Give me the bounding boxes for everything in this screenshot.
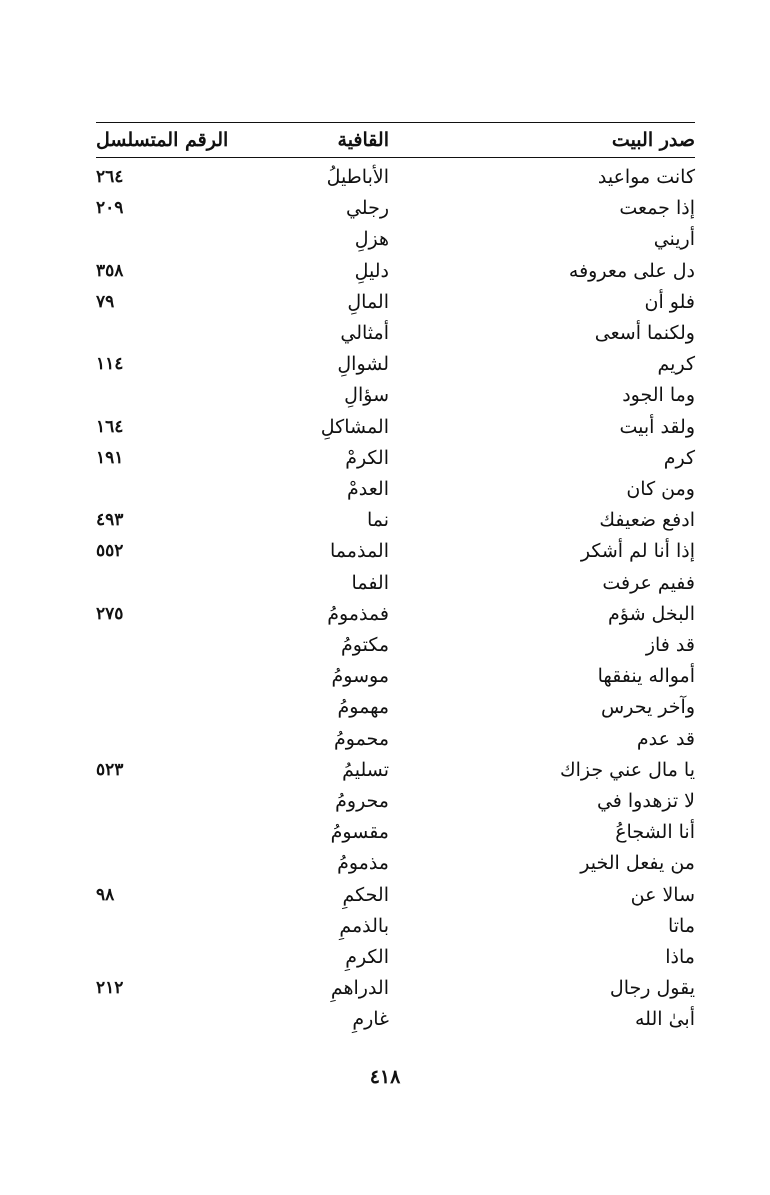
- row-qafiya: لشوالِ: [337, 353, 389, 376]
- row-sadr: كرم: [663, 446, 695, 469]
- row-sadr: كانت مواعيد: [597, 166, 695, 188]
- table-row: [96, 380, 695, 411]
- row-sadr: أبىٰ الله: [635, 1008, 695, 1031]
- row-sadr: فلو أن: [644, 290, 695, 313]
- page-number: ٤١٨: [369, 1066, 401, 1088]
- row-qafiya: مذمومُ: [337, 852, 389, 875]
- table-row: [96, 911, 695, 942]
- row-sadr: كريم: [657, 353, 695, 376]
- row-number: ١١٤: [96, 354, 124, 375]
- table-row: [96, 692, 695, 723]
- row-number: ٢١٢: [96, 978, 124, 999]
- table-row: [96, 661, 695, 692]
- table-row: [96, 786, 695, 817]
- row-sadr: يا مال عني جزاك: [559, 758, 695, 781]
- header-underline: [96, 157, 695, 158]
- row-qafiya: الفما: [351, 571, 389, 594]
- table-row: [96, 412, 695, 443]
- table-row: [96, 287, 695, 318]
- row-sadr: قد عدم: [636, 727, 695, 750]
- table-row: [96, 973, 695, 1004]
- row-sadr: دل على معروفه: [568, 259, 695, 282]
- table-row: [96, 630, 695, 661]
- row-qafiya: مكتومُ: [341, 634, 389, 656]
- table-row: [96, 162, 695, 193]
- row-number: ٢٦٤: [96, 167, 124, 187]
- row-number: ٥٢٣: [96, 759, 124, 780]
- row-qafiya: رجلي: [345, 197, 389, 220]
- row-qafiya: الحكمِ: [342, 883, 389, 906]
- row-sadr: أنا الشجاعُ: [615, 821, 695, 844]
- row-qafiya: الكرمْ: [345, 446, 389, 469]
- row-qafiya: المذمما: [330, 540, 389, 563]
- row-number: ٧٩: [96, 291, 115, 312]
- table-row: [96, 724, 695, 755]
- row-qafiya: محرومُ: [335, 790, 389, 812]
- row-qafiya: المشاكلِ: [320, 415, 389, 438]
- row-sadr: إذا جمعت: [619, 197, 695, 220]
- row-sadr: ولكنما أسعى: [594, 322, 695, 344]
- row-sadr: ففيم عرفت: [602, 571, 695, 594]
- row-qafiya: هزلِ: [354, 228, 389, 251]
- table-row: [96, 505, 695, 536]
- row-qafiya: دليلِ: [354, 259, 389, 282]
- table-row: [96, 224, 695, 255]
- row-qafiya: بالذممِ: [339, 914, 389, 937]
- table-row: [96, 474, 695, 505]
- row-qafiya: موسومُ: [331, 665, 389, 688]
- row-qafiya: مقسومُ: [330, 821, 389, 844]
- row-qafiya: غارمِ: [352, 1008, 389, 1031]
- row-number: ٢٠٩: [96, 198, 124, 219]
- row-sadr: لا تزهدوا في: [596, 790, 695, 812]
- row-qafiya: أمثالي: [340, 322, 389, 344]
- row-qafiya: مهمومُ: [337, 696, 389, 719]
- row-qafiya: العدمْ: [347, 478, 389, 500]
- row-qafiya: نما: [366, 509, 389, 532]
- table-row: [96, 318, 695, 349]
- row-qafiya: فمذمومُ: [327, 602, 389, 625]
- row-qafiya: الدراهمِ: [330, 977, 389, 1000]
- row-sadr: وما الجود: [622, 384, 695, 407]
- table-row: [96, 755, 695, 786]
- table-row: [96, 536, 695, 567]
- row-qafiya: تسليمُ: [342, 758, 389, 781]
- row-sadr: قد فاز: [645, 634, 695, 656]
- row-qafiya: الأباطيلُ: [326, 166, 389, 188]
- header-number: الرقم المتسلسل: [96, 129, 229, 151]
- table-row: [96, 880, 695, 911]
- table-row: [96, 193, 695, 224]
- row-sadr: أريني: [653, 228, 695, 251]
- row-sadr: من يفعل الخير: [580, 852, 695, 875]
- row-qafiya: محمومُ: [333, 727, 389, 750]
- table-row: [96, 443, 695, 474]
- row-sadr: ماتا: [667, 914, 695, 937]
- table-row: [96, 942, 695, 973]
- row-sadr: سالا عن: [630, 883, 695, 906]
- row-number: ١٩١: [96, 447, 124, 468]
- table-row: [96, 848, 695, 879]
- row-sadr: البخل شؤم: [608, 602, 695, 625]
- row-number: ٣٥٨: [96, 260, 124, 281]
- row-qafiya: الكرمِ: [345, 946, 389, 968]
- row-number: ٤٩٣: [96, 510, 124, 531]
- row-number: ١٦٤: [96, 416, 124, 437]
- table-row: [96, 349, 695, 380]
- table-row: [96, 599, 695, 630]
- row-qafiya: سؤالِ: [344, 384, 389, 407]
- row-sadr: ولقد أبيت: [619, 415, 695, 438]
- row-sadr: ادفع ضعيفك: [599, 509, 695, 532]
- row-sadr: ماذا: [665, 946, 695, 968]
- row-sadr: يقول رجال: [609, 977, 695, 1000]
- header-qafiya: القافية: [337, 129, 389, 151]
- table-header: [96, 124, 695, 156]
- row-sadr: ومن كان: [626, 478, 695, 500]
- table-row: [96, 568, 695, 599]
- table-row: [96, 256, 695, 287]
- row-sadr: أمواله ينفقها: [597, 665, 695, 688]
- row-sadr: إذا أنا لم أشكر: [580, 540, 695, 563]
- row-qafiya: المالِ: [347, 290, 389, 313]
- table-row: [96, 817, 695, 848]
- row-number: ٢٧٥: [96, 603, 124, 624]
- row-number: ٥٥٢: [96, 541, 124, 562]
- row-number: ٩٨: [96, 884, 115, 905]
- table-top-rule: [96, 122, 695, 123]
- table-row: [96, 1004, 695, 1035]
- header-sadr: صدر البيت: [611, 129, 695, 151]
- row-sadr: وآخر يحرس: [601, 696, 695, 719]
